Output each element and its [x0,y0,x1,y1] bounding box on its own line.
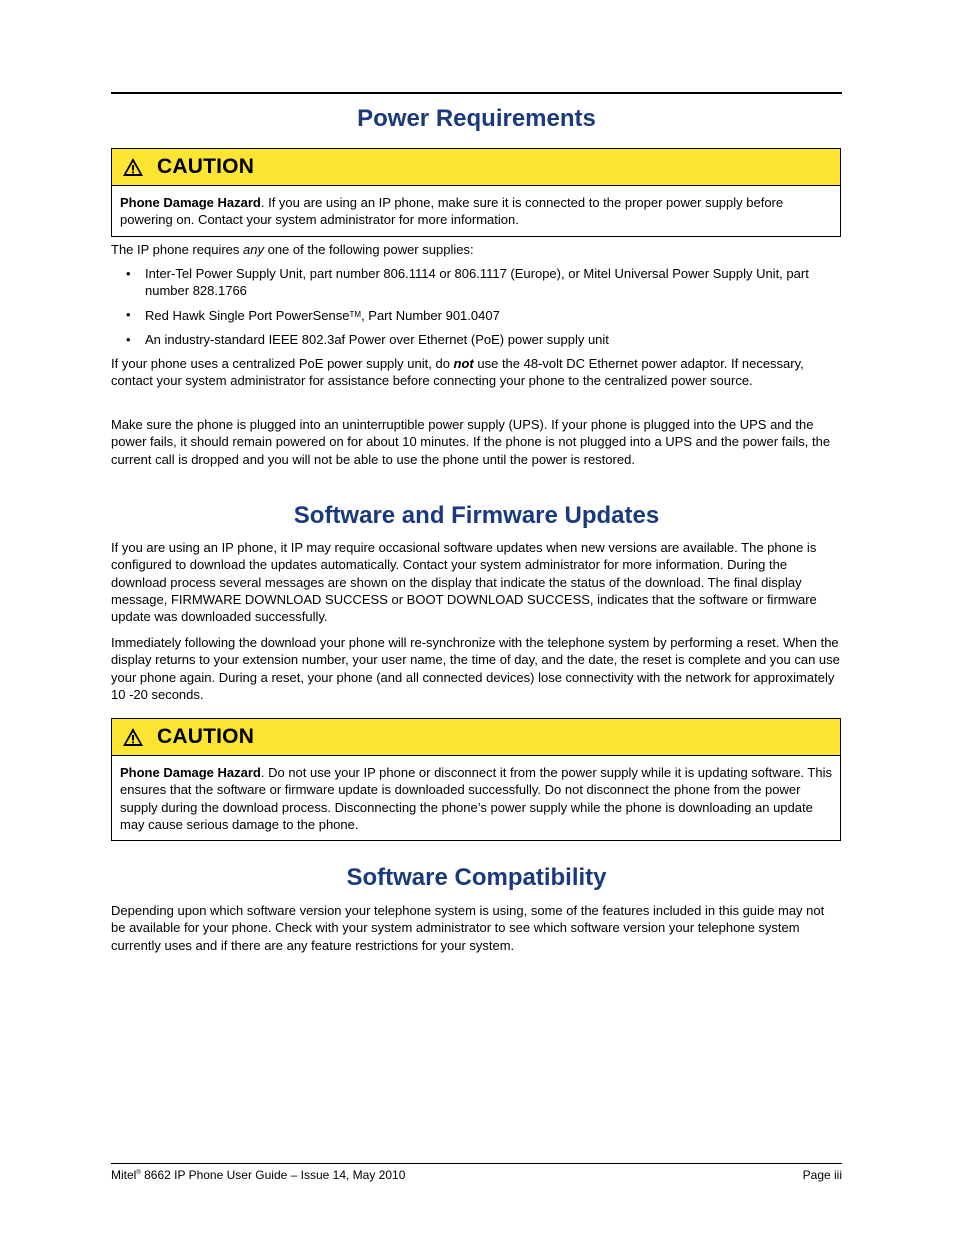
caution-body [112,186,840,236]
footer-brand: Mitel [111,1168,137,1182]
caution-box-power [111,148,841,237]
trademark-mark: TM [349,310,362,320]
heading-software-firmware-updates: Software and Firmware Updates [293,502,660,529]
page-number: Page iii [802,1168,842,1182]
document-page [111,0,842,1235]
poe-emphasis: not [453,356,474,371]
ups-paragraph: Make sure the phone is plugged into an uninterruptible power supply (UPS). If your phone is plugged into the UPS and the power fails, it should remain powered on for about 10 minutes. If the phone is not plugged into a UPS and the power fails, the current call is dropped and you will not be able to use the phone until the power is restored. [111,417,831,467]
updates-paragraph-2: Immediately following the download your phone will re-synchronize with the telephone system by performing a reset. When the display returns to your extension number, your user name, the time of day, and the date, the reset is complete and you can use your phone again. During a reset, your phone (and all connected devices) lose connectivity with the network for approximately 10 -20 seconds. [111,635,840,702]
footer-doc-title: 8662 IP Phone User Guide – Issue 14, May 2010 [140,1168,406,1182]
list-item [111,306,842,324]
list-item-text: Red Hawk Single Port PowerSense [145,308,350,324]
warning-triangle-icon [122,157,144,177]
intro-text-pre: The IP phone requires [111,242,244,257]
footer-rule [111,1163,842,1164]
caution-hazard: Phone Damage Hazard [120,765,261,780]
list-item [111,331,842,348]
bullet-icon: • [126,266,131,281]
caution-header [112,149,840,186]
caution-hazard: Phone Damage Hazard [120,195,261,210]
list-item-text: , Part Number 901.0407 [361,308,500,324]
registered-mark: ® [136,1170,141,1176]
caution-label: CAUTION [157,155,255,178]
list-item-text: An industry-standard IEEE 802.3af Power over Ethernet (PoE) power supply unit [145,331,609,347]
heading-software-compatibility: Software Compatibility [346,864,607,891]
power-intro [111,241,842,258]
bullet-icon: • [126,331,131,347]
warning-triangle-icon [122,727,144,747]
updates-paragraph-1: If you are using an IP phone, it IP may require occasional software updates when new versions are available. The phone is configured to download the updates automatically. Contact your system administrator for more information. During the download process several messages are shown on the display that indicate the status of the download. The final display message, FIRMWARE DOWNLOAD SUCCESS or BOOT DOWNLOAD SUCCESS, indicates that the software or firmware update was downloaded successfully. [111,540,817,625]
bullet-icon: • [126,307,131,323]
heading-power-requirements: Power Requirements [357,105,596,132]
caution-text: . Do not use your IP phone or disconnect it from the power supply while it is updating software. This ensures that the software or firmware update is downloaded successfully. Do not disconnect the phone from the power supply during the download process. Disconnecting the phone’s power supply while the phone is downloading an update may cause serious damage to the phone. [120,765,832,832]
top-rule [111,92,842,94]
compatibility-paragraph: Depending upon which software version your telephone system is using, some of the features included in this guide may not be available for your phone. Check with your system administrator to see which software version your telephone system currently uses and if there are any feature restrictions for your system. [111,903,825,953]
poe-text-post: use the 48-volt DC Ethernet power adaptor. If necessary, contact your system administrator for assistance before connecting your phone to the centralized power source. [111,356,804,389]
power-supply-list [111,265,842,355]
poe-text-pre: If your phone uses a centralized PoE power supply unit, do [111,356,454,371]
caution-box-updates [111,718,841,841]
caution-header [112,719,840,756]
intro-text-post: one of the following power supplies: [263,242,474,257]
caution-text: . If you are using an IP phone, make sure it is connected to the proper power supply before powering on. Contact your system administrator for more information. [120,195,784,228]
poe-paragraph [111,355,842,390]
list-item [111,265,842,300]
caution-label: CAUTION [157,725,255,748]
intro-emphasis: any [243,242,264,257]
footer-title [111,1168,405,1182]
list-item-text: Inter-Tel Power Supply Unit, part number 806.1114 or 806.1117 (Europe), or Mitel Universal Power Supply Unit, part number 828.1766 [145,266,809,299]
caution-body [112,756,840,840]
